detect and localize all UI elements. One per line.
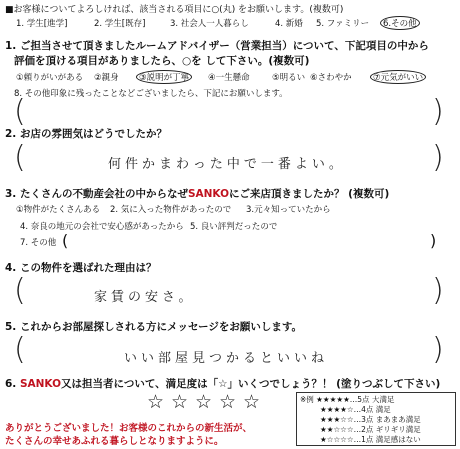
q1-other-note: 8. その他印象に残ったことなどございましたら、下記にお願いします。 bbox=[14, 89, 288, 99]
rating-star-4[interactable]: ☆ bbox=[219, 391, 237, 413]
thanks-line2: たくさんの幸せあふれる暮らしとなりますように。 bbox=[5, 436, 224, 447]
q6-label: 6. SANKO又は担当者について、満足度は「☆」いくつでしょう？！ (塗りつぶして下さい) bbox=[5, 378, 441, 390]
rating-star-5[interactable]: ☆ bbox=[243, 391, 261, 413]
q1-label-line2: 評価を頂ける項目がありましたら、○を して下さい。(複数可) bbox=[14, 55, 310, 67]
legend-row-5: ※例 ★★★★★…5点 大満足 bbox=[300, 395, 395, 404]
rating-star-3[interactable]: ☆ bbox=[195, 391, 213, 413]
customer-type-4[interactable]: 4. 新婚 bbox=[275, 19, 303, 29]
q1-option-3-selected[interactable]: ③説明が丁寧 bbox=[136, 70, 192, 84]
q3-other-left-paren: ( bbox=[62, 231, 69, 250]
thanks-line1: ありがとうございました！お客様のこれからの新生活が、 bbox=[5, 423, 253, 434]
q3-option-2[interactable]: 2. 気に入った物件があったので bbox=[110, 205, 232, 215]
q1-option-2[interactable]: ②親身 bbox=[94, 73, 119, 83]
q3-label: 3. たくさんの不動産会社の中からなぜSANKOにご来店頂きましたか？ (複数可) bbox=[5, 188, 390, 200]
intro-text: ■お客様についてよろしければ、該当される項目に○(丸) をお願いします。(複数可) bbox=[5, 5, 344, 15]
q2-answer-left-paren: ( bbox=[14, 140, 26, 175]
q1-answer-right-paren: ) bbox=[432, 94, 444, 129]
q1-option-1[interactable]: ①頼りがいがある bbox=[16, 73, 84, 83]
q1-option-5[interactable]: ⑤明るい bbox=[272, 73, 306, 83]
legend-row-2: ★★☆☆☆…2点 ギリギリ満足 bbox=[320, 425, 421, 434]
q1-option-6[interactable]: ⑥さわやか bbox=[310, 73, 352, 83]
rating-star-2[interactable]: ☆ bbox=[171, 391, 189, 413]
legend-row-3: ★★★☆☆…3点 まあまあ満足 bbox=[320, 415, 421, 424]
q5-answer[interactable]: いい部屋見つかるといいね bbox=[124, 351, 329, 366]
customer-type-2[interactable]: 2. 学生[既存] bbox=[94, 19, 146, 29]
q1-label-line1: 1. ご担当させて頂きましたルームアドバイザー（営業担当）について、下記項目の中から bbox=[5, 40, 429, 52]
q1-option-4[interactable]: ④一生懸命 bbox=[208, 73, 250, 83]
q3-option-3[interactable]: 3.元々知っていたから bbox=[246, 205, 331, 215]
q4-answer[interactable]: 家賃の安さ。 bbox=[94, 290, 196, 305]
legend-row-1: ★☆☆☆☆…1点 満足感はない bbox=[320, 435, 421, 444]
customer-type-1[interactable]: 1. 学生[進学] bbox=[16, 19, 68, 29]
q3-option-4[interactable]: 4. 奈良の地元の会社で安心感があったから bbox=[20, 222, 184, 232]
q2-answer[interactable]: 何件かまわった中で一番よい。 bbox=[108, 157, 346, 172]
q2-answer-right-paren: ) bbox=[432, 140, 444, 175]
q1-option-7-selected[interactable]: ⑦元気がいい bbox=[370, 70, 426, 84]
q1-answer-left-paren: ( bbox=[14, 94, 26, 129]
q2-label: 2. お店の雰囲気はどうでしたか？ bbox=[5, 128, 167, 140]
q4-label: 4. この物件を選ばれた理由は？ bbox=[5, 262, 157, 274]
customer-type-6-selected[interactable]: 6.その他 bbox=[380, 16, 420, 30]
legend-row-4: ★★★★☆…4点 満足 bbox=[320, 405, 391, 414]
q4-answer-right-paren: ) bbox=[432, 273, 444, 308]
q3-option-7[interactable]: 7. その他 bbox=[20, 238, 57, 248]
customer-type-5[interactable]: 5. ファミリー bbox=[316, 19, 370, 29]
q3-option-5[interactable]: 5. 良い評判だったので bbox=[190, 222, 278, 232]
rating-star-1[interactable]: ☆ bbox=[147, 391, 165, 413]
q4-answer-left-paren: ( bbox=[14, 273, 26, 308]
q3-option-1[interactable]: ①物件がたくさんある bbox=[16, 205, 101, 215]
q5-answer-right-paren: ) bbox=[432, 332, 444, 367]
q3-other-right-paren: ) bbox=[430, 231, 437, 250]
q5-label: 5. これからお部屋探しされる方にメッセージをお願いします。 bbox=[5, 321, 302, 333]
q5-answer-left-paren: ( bbox=[14, 332, 26, 367]
customer-type-3[interactable]: 3. 社会人一人暮らし bbox=[170, 19, 249, 29]
